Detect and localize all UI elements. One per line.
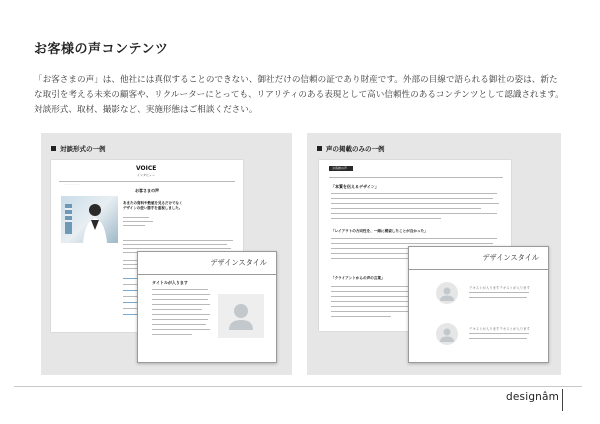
interview-photo bbox=[61, 196, 118, 243]
page-title: お客様の声コンテンツ bbox=[34, 42, 169, 57]
panel-heading bbox=[51, 144, 106, 153]
logo-separator bbox=[562, 389, 563, 411]
voice-headline: 「本質を伝えるデザイン」 bbox=[331, 184, 379, 189]
user-avatar-icon bbox=[218, 294, 264, 338]
user-avatar-icon bbox=[435, 323, 459, 345]
doc-tag-label: お客様の声 bbox=[332, 166, 348, 170]
comment-text: テキストが入りますテキストが入ります bbox=[469, 286, 530, 290]
square-bullet-icon bbox=[317, 146, 322, 151]
overlay-title: タイトルが入ります bbox=[152, 280, 188, 285]
design-style-label: デザインスタイル bbox=[210, 258, 267, 267]
description-line: 「お客さまの声」は、他社には真似することのできない、御社だけの信頼の証であり財産です。外部の目線で語られる御社の姿は、新た bbox=[34, 75, 558, 85]
dialogue-example-panel bbox=[41, 133, 292, 375]
avatar-placeholder bbox=[218, 294, 264, 338]
interview-headline: あまたの資料や数値を見るだけでなく bbox=[123, 201, 183, 205]
voice-subtitle: インタビュー bbox=[137, 173, 155, 177]
interview-document-preview: VOICE インタビュー ····················· お客さまの声 あまたの資料や数値を見るだけでなく デザインの使い勝手を重視しました。 bbox=[51, 160, 243, 332]
person-photo-icon bbox=[61, 196, 118, 243]
design-style-overlay bbox=[408, 246, 549, 363]
comment-text: テキストが入りますテキストが入ります bbox=[469, 327, 530, 331]
voice-only-example-panel bbox=[307, 133, 561, 375]
footer-divider bbox=[14, 386, 582, 387]
doc-tag bbox=[329, 166, 353, 171]
panel-heading-label: 声の掲載のみの一例 bbox=[326, 145, 385, 153]
design-style-overlay bbox=[137, 251, 277, 363]
user-avatar-icon bbox=[435, 282, 459, 304]
description-line: な取引を考える未来の顧客や、リクルーターにとっても、リアリティのある表現として高い信頼性のあるコンテンツとして認識されます。 bbox=[34, 90, 564, 100]
voice-title: VOICE bbox=[136, 165, 157, 172]
square-bullet-icon bbox=[51, 146, 56, 151]
voice-headline: 「クライアントからの声の言葉」 bbox=[331, 276, 385, 280]
description-line: 対談形式、取材、撮影など、実施形態はご相談ください。 bbox=[34, 105, 258, 115]
voice-headline: 「レイアウトの方向性を、一緒に模索したことが良かった」 bbox=[331, 229, 428, 233]
page-description bbox=[34, 73, 574, 118]
interview-headline: デザインの使い勝手を重視しました。 bbox=[123, 206, 183, 210]
interviewee-name: お客さまの声 bbox=[135, 188, 159, 193]
company-logo: designâm bbox=[506, 391, 560, 403]
divider bbox=[59, 181, 235, 182]
panel-heading bbox=[317, 144, 385, 153]
design-style-label: デザインスタイル bbox=[482, 253, 539, 262]
panel-heading-label: 対談形式の一例 bbox=[60, 145, 106, 153]
